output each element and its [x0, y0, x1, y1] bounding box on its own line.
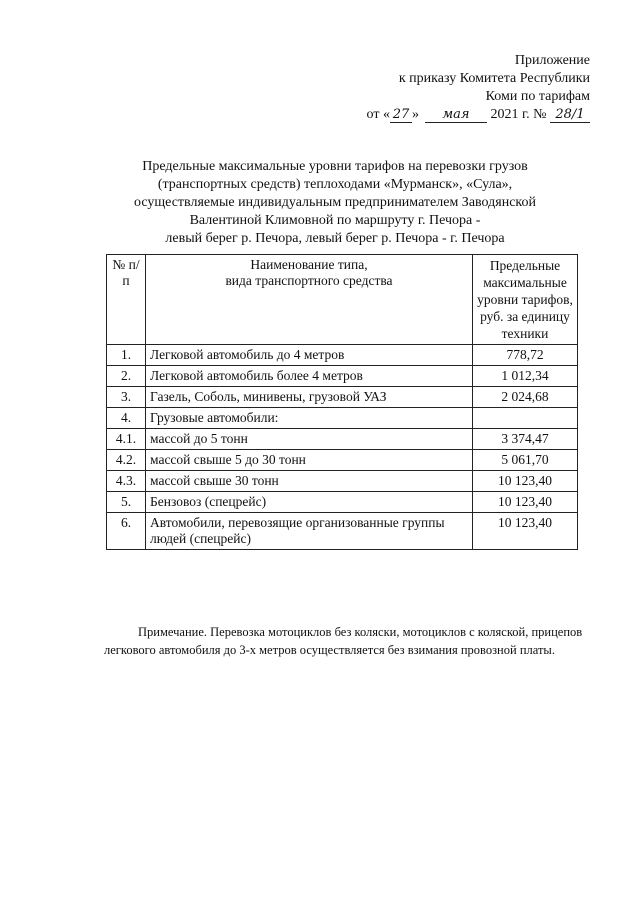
header-name-line1: Наименование типа,	[250, 257, 368, 272]
row-price: 2 024,68	[473, 387, 578, 408]
header-name-line2: вида транспортного средства	[225, 273, 393, 288]
appendix-label: Приложение	[514, 53, 590, 68]
handwritten-order-number: 28/1	[550, 108, 590, 123]
date-quote-close: »	[411, 107, 419, 122]
table-row	[107, 450, 578, 471]
table-row	[107, 366, 578, 387]
title-line: осуществляемые индивидуальным предпринимателем Заводянской	[133, 195, 536, 210]
table-row	[107, 345, 578, 366]
row-price	[473, 408, 578, 429]
table-row	[107, 513, 578, 550]
row-price: 10 123,40	[473, 513, 578, 550]
footnote: Примечание. Перевозка мотоциклов без коляски, мотоциклов с коляской, прицепов легкового автомобиля до 3-х метров осуществляется без взимания провозной платы.	[104, 624, 583, 657]
header-price: Предельные максимальные уровни тарифов, руб. за единицу техники	[473, 255, 578, 345]
number-label: №	[533, 107, 547, 122]
table-row	[107, 408, 578, 429]
table-row	[107, 387, 578, 408]
row-price: 3 374,47	[473, 429, 578, 450]
table-row	[107, 471, 578, 492]
row-price: 1 012,34	[473, 366, 578, 387]
row-name: массой до 5 тонн	[146, 429, 473, 450]
date-year: 2021 г.	[490, 107, 530, 122]
row-name: Легковой автомобиль до 4 метров	[146, 345, 473, 366]
row-name: Газель, Соболь, минивены, грузовой УАЗ	[146, 387, 473, 408]
row-name: массой свыше 30 тонн	[146, 471, 473, 492]
row-name: Легковой автомобиль более 4 метров	[146, 366, 473, 387]
header-name	[146, 255, 473, 345]
row-num: 5.	[107, 492, 146, 513]
handwritten-day: 27	[390, 108, 412, 123]
row-num: 2.	[107, 366, 146, 387]
title-line: (транспортных средств) теплоходами «Мурманск», «Сула»,	[157, 177, 513, 192]
table-row	[107, 492, 578, 513]
row-price: 5 061,70	[473, 450, 578, 471]
row-num: 6.	[107, 513, 146, 550]
row-name: Грузовые автомобили:	[146, 408, 473, 429]
committee-name: Коми по тарифам	[485, 89, 590, 104]
row-price: 10 123,40	[473, 492, 578, 513]
row-name: Бензовоз (спецрейс)	[146, 492, 473, 513]
handwritten-month: мая	[425, 108, 487, 123]
date-prefix: от «	[366, 107, 390, 122]
header-num: № п/п	[107, 255, 146, 345]
order-date-line	[367, 106, 590, 124]
row-num: 4.3.	[107, 471, 146, 492]
row-price: 778,72	[473, 345, 578, 366]
row-num: 4.2.	[107, 450, 146, 471]
table-row	[107, 429, 578, 450]
title-line: Валентиной Климовной по маршруту г. Печора -	[189, 213, 481, 228]
row-num: 3.	[107, 387, 146, 408]
tariff-table	[106, 254, 578, 550]
row-price: 10 123,40	[473, 471, 578, 492]
order-reference: к приказу Комитета Республики	[398, 71, 590, 86]
table-header-row	[107, 255, 578, 345]
document-header	[367, 52, 590, 124]
row-num: 1.	[107, 345, 146, 366]
row-name: Автомобили, перевозящие организованные группы людей (спецрейс)	[146, 513, 473, 550]
row-num: 4.	[107, 408, 146, 429]
document-title	[120, 158, 550, 248]
title-line: левый берег р. Печора, левый берег р. Печора - г. Печора	[165, 231, 505, 246]
title-line: Предельные максимальные уровни тарифов на перевозки грузов	[142, 159, 528, 174]
row-num: 4.1.	[107, 429, 146, 450]
row-name: массой свыше 5 до 30 тонн	[146, 450, 473, 471]
